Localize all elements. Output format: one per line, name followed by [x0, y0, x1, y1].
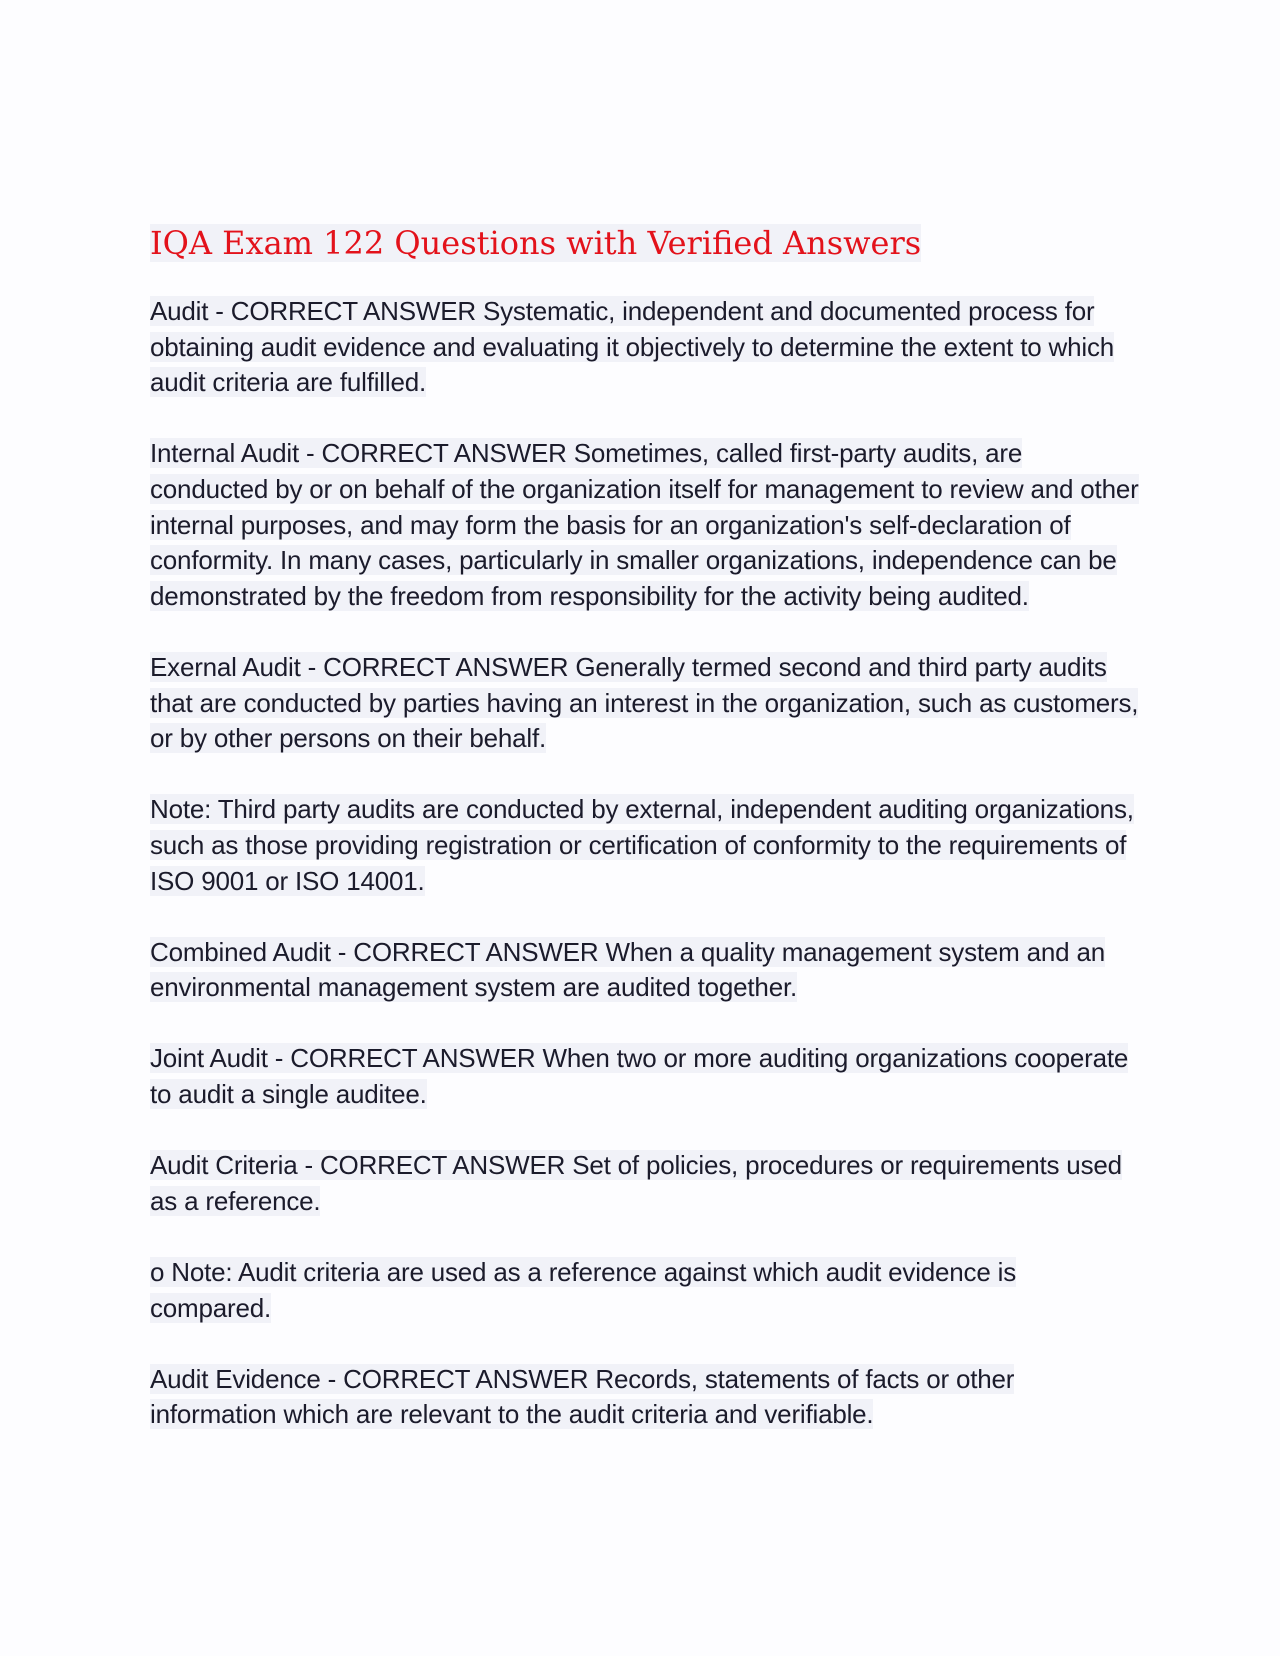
entry-text: o Note: Audit criteria are used as a reference against which audit evidence is compared.: [150, 1257, 1017, 1323]
entry-text: Exernal Audit - CORRECT ANSWER Generally termed second and third party audits that are conducted by parties having an interest in the organization, such as customers, or by other persons on their behalf.: [150, 651, 1139, 754]
entry-text: Note: Third party audits are conducted by external, independent auditing organizations, such as those providing registration or certification of conformity to the requirements of ISO 9001 or ISO 14001.: [150, 794, 1134, 896]
entry-audit-criteria: [150, 1148, 1140, 1219]
entry-text: Audit - CORRECT ANSWER Systematic, independent and documented process for obtaining audit evidence and evaluating it objectively to determine the extent to which audit criteria are fulfilled.: [150, 296, 1115, 398]
entry-text: Internal Audit - CORRECT ANSWER Sometimes, called first-party audits, are conducted by or on behalf of the organization itself for management to review and other internal purposes, and may form the basis for an organization's self-declaration of conformity. In many cases, particularly in smaller organizations, independence can be demonstrated by the freedom from responsibility for the activity being audited.: [150, 438, 1139, 611]
entry-joint-audit: [150, 1041, 1140, 1112]
entry-audit-evidence: [150, 1362, 1140, 1433]
entry-text: Audit Evidence - CORRECT ANSWER Records, statements of facts or other information which are relevant to the audit criteria and verifiable.: [150, 1363, 1015, 1430]
document-page: [150, 220, 1140, 1469]
entry-audit-criteria-note: [150, 1255, 1140, 1326]
entry-text: Combined Audit - CORRECT ANSWER When a quality management system and an environmental management system are audited together.: [150, 936, 1105, 1003]
title-wrapper: [150, 220, 1140, 267]
entry-combined-audit: [150, 935, 1140, 1006]
document-title: IQA Exam 122 Questions with Verified Answers: [150, 224, 922, 262]
entry-text: Audit Criteria - CORRECT ANSWER Set of policies, procedures or requirements used as a reference.: [150, 1150, 1122, 1216]
entry-audit: [150, 294, 1140, 401]
entry-third-party-note: [150, 792, 1140, 899]
entry-external-audit: [150, 650, 1140, 757]
entry-text: Joint Audit - CORRECT ANSWER When two or more auditing organizations cooperate to audit a single auditee.: [150, 1043, 1129, 1110]
entry-internal-audit: [150, 436, 1140, 614]
